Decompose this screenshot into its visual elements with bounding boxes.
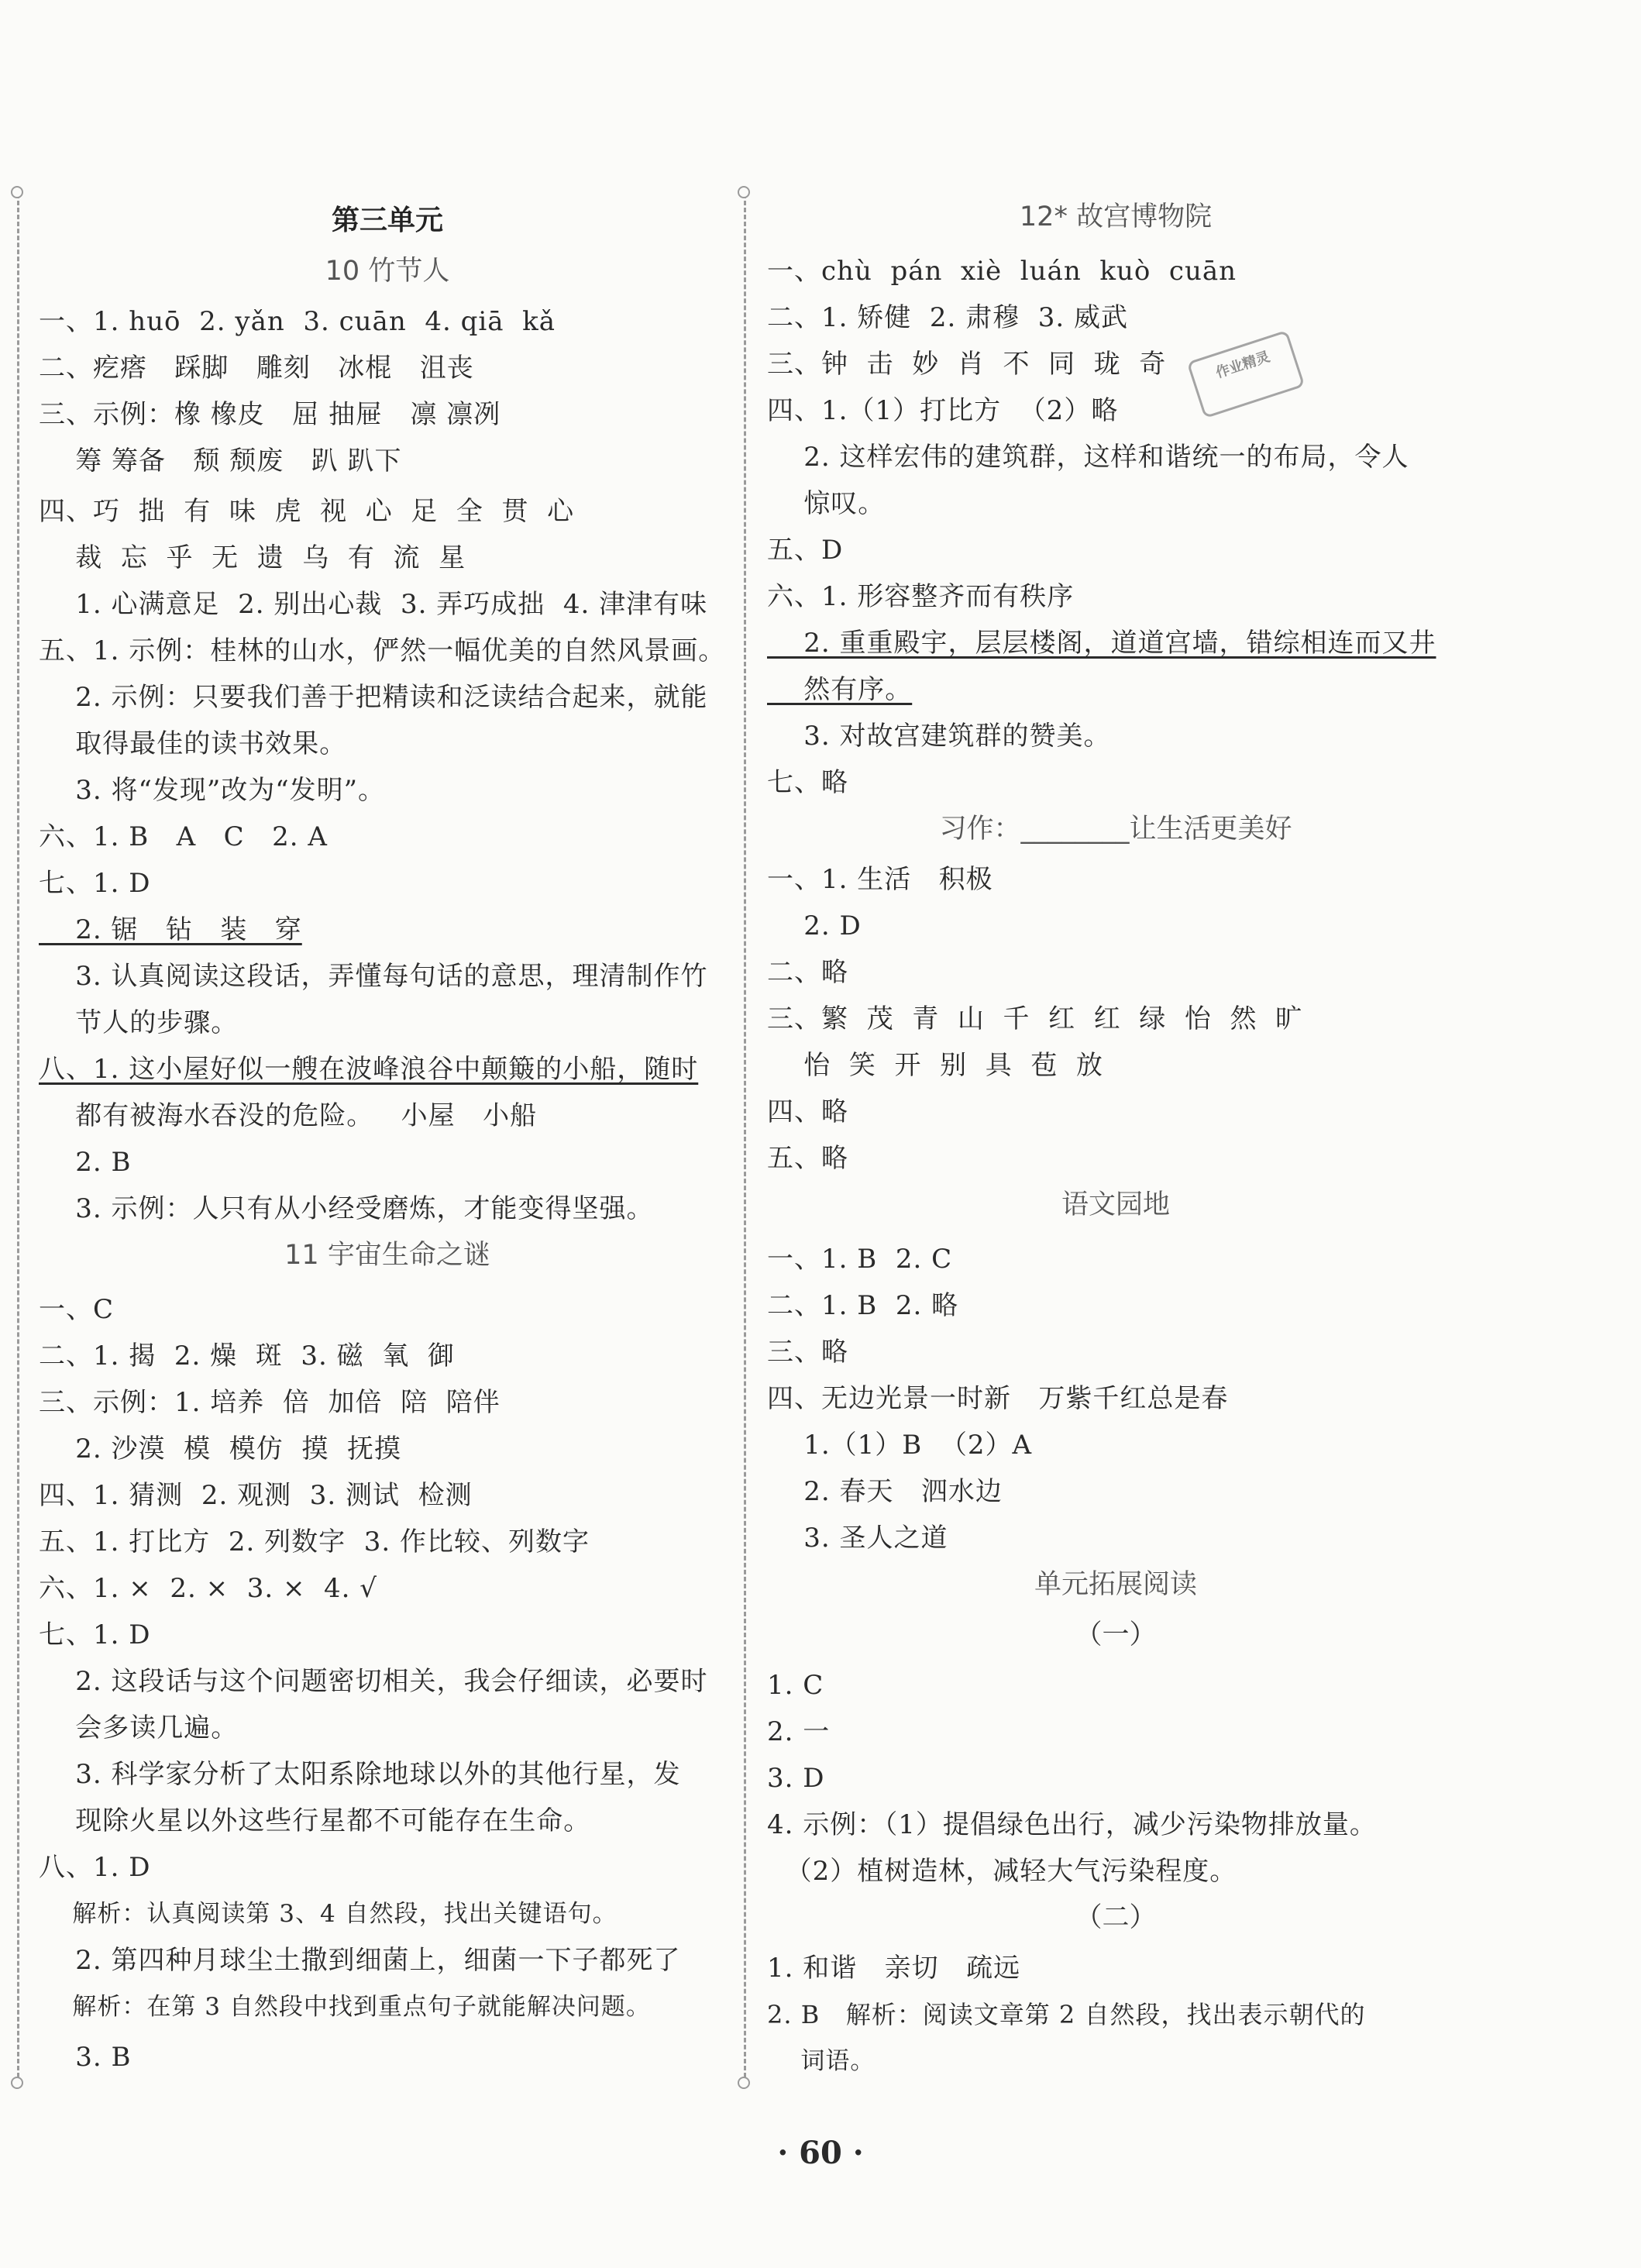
answer-line: 七、1. D — [39, 868, 151, 899]
answer-line: 2. 沙漠 模 模仿 摸 抚摸 — [39, 1433, 401, 1464]
answer-line: 二、1. 矫健 2. 肃穆 3. 威武 — [767, 302, 1128, 333]
answer-line: 3. 将“发现”改为“发明”。 — [39, 775, 386, 806]
answer-line: 三、示例：1. 培养 倍 加倍 陪 陪伴 — [39, 1387, 501, 1418]
answer-line: 四、1.（1）打比方 （2）略 — [767, 395, 1119, 426]
answer-line: 2. 春天 泗水边 — [767, 1476, 1003, 1507]
answer-line: 2. B — [39, 1147, 132, 1178]
answer-line: 五、1. 示例：桂林的山水，俨然一幅优美的自然风景画。 — [39, 635, 726, 666]
answer-line: 2. D — [767, 910, 862, 941]
answer-line: 会多读几遍。 — [39, 1712, 239, 1743]
answer-line: （2）植树造林，减轻大气污染程度。 — [767, 1856, 1237, 1887]
answer-line: 裁 忘 乎 无 遗 乌 有 流 星 — [39, 542, 466, 573]
margin-hole — [738, 186, 750, 198]
answer-line: 六、1. × 2. × 3. × 4. √ — [39, 1573, 377, 1604]
analysis-line: 解析：认真阅读第 3、4 自然段，找出关键语句。 — [39, 1900, 618, 1928]
answer-line: 1.（1）B （2）A — [767, 1430, 1033, 1461]
answer-line: 二、略 — [767, 957, 848, 988]
answer-line: 3. 科学家分析了太阳系除地球以外的其他行星，发 — [39, 1759, 681, 1790]
answer-line: 然有序。 — [767, 674, 913, 705]
answer-line: 二、1. B 2. 略 — [767, 1290, 959, 1321]
answer-line: 3. 认真阅读这段话，弄懂每句话的意思，理清制作竹 — [39, 961, 708, 992]
answer-line: 四、无边光景一时新 万紫千红总是春 — [767, 1383, 1229, 1414]
answer-line: 筹 筹备 颓 颓废 趴 趴下 — [39, 446, 402, 477]
answer-line: 节人的步骤。 — [39, 1007, 239, 1038]
answer-line: 三、示例：橡 橡皮 屈 抽屉 凛 凛冽 — [39, 399, 501, 430]
answer-line: 2. 锯 钻 装 穿 — [39, 914, 302, 945]
lesson-10-title: 10 竹节人 — [325, 256, 450, 287]
page-number: · 60 · — [777, 2135, 864, 2171]
margin-hole — [11, 186, 23, 198]
answer-line: 1. C — [767, 1670, 824, 1701]
answer-line: 取得最佳的读书效果。 — [39, 728, 347, 759]
answer-line: 一、1. B 2. C — [767, 1244, 953, 1275]
answer-line: 现除火星以外这些行星都不可能存在生命。 — [39, 1805, 591, 1836]
answer-line: 1. 心满意足 2. 别出心裁 3. 弄巧成拙 4. 津津有味 — [39, 589, 708, 620]
answer-line: 3. 对故宫建筑群的赞美。 — [767, 721, 1111, 752]
answer-line: 都有被海水吞没的危险。 小屋 小船 — [39, 1100, 538, 1131]
margin-hole — [738, 2077, 750, 2089]
answer-line: 三、钟 击 妙 肖 不 同 珑 奇 — [767, 349, 1167, 380]
answer-line: 2. 第四种月球尘土撒到细菌上，细菌一下子都死了 — [39, 1945, 681, 1976]
answer-line: 3. 示例：人只有从小经受磨炼，才能变得坚强。 — [39, 1193, 654, 1224]
answer-line: 惊叹。 — [767, 488, 886, 519]
answer-line: 2. 这段话与这个问题密切相关，我会仔细读，必要时 — [39, 1666, 708, 1697]
answer-line: 2. B 解析：阅读文章第 2 自然段，找出表示朝代的 — [767, 2000, 1366, 2029]
answer-line: 四、1. 猜测 2. 观测 3. 测试 检测 — [39, 1480, 473, 1511]
watermark-stamp — [1187, 330, 1306, 418]
answer-line: 二、1. 揭 2. 燥 斑 3. 磁 氧 御 — [39, 1340, 455, 1371]
answer-line: 七、1. D — [39, 1619, 151, 1650]
answer-line: 2. 这样宏伟的建筑群，这样和谐统一的布局，令人 — [767, 442, 1409, 473]
answer-line: 六、1. 形容整齐而有秩序 — [767, 581, 1075, 612]
answer-line: 2. 重重殿宇，层层楼阁，道道宫墙，错综相连而又井 — [767, 628, 1436, 659]
right-margin-dashed-line — [744, 194, 746, 2084]
answer-line: 3. B — [39, 2042, 132, 2073]
answer-line: 怡 笑 开 别 具 苞 放 — [767, 1050, 1103, 1081]
answer-line: 七、略 — [767, 767, 848, 798]
chinese-garden-title: 语文园地 — [1061, 1189, 1170, 1220]
answer-line: 一、1. 生活 积极 — [767, 864, 993, 895]
answer-line: 四、巧 拙 有 味 虎 视 心 足 全 贯 心 — [39, 496, 575, 527]
left-margin-dashed-line — [17, 194, 19, 2084]
answer-line: 1. 和谐 亲切 疏远 — [767, 1953, 1021, 1984]
lesson-12-title: 12* 故宫博物院 — [1019, 201, 1213, 232]
section-two-label: （二） — [1075, 1902, 1157, 1933]
answer-line: 3. D — [767, 1763, 825, 1794]
answer-line: 八、1. 这小屋好似一艘在波峰浪谷中颠簸的小船，随时 — [39, 1054, 699, 1085]
answer-line: 3. 圣人之道 — [767, 1523, 948, 1554]
answer-line: 四、略 — [767, 1096, 848, 1127]
answer-line: 词语。 — [767, 2047, 876, 2075]
answer-line: 八、1. D — [39, 1852, 151, 1883]
answer-line: 三、繁 茂 青 山 千 红 红 绿 怡 然 旷 — [767, 1003, 1303, 1034]
answer-line: 2. 一 — [767, 1716, 831, 1747]
answer-line: 一、1. huō 2. yǎn 3. cuān 4. qiā kǎ — [39, 306, 556, 337]
section-one-label: （一） — [1075, 1619, 1157, 1650]
answer-line: 三、略 — [767, 1337, 848, 1368]
lesson-11-title: 11 宇宙生命之谜 — [284, 1240, 490, 1271]
answer-line: 五、略 — [767, 1143, 848, 1174]
analysis-line: 解析：在第 3 自然段中找到重点句子就能解决问题。 — [39, 1993, 651, 2021]
answer-line: 二、疙瘩 踩脚 雕刻 冰棍 沮丧 — [39, 353, 474, 384]
answer-line: 一、C — [39, 1294, 115, 1325]
answer-line: 2. 示例：只要我们善于把精读和泛读结合起来，就能 — [39, 682, 708, 713]
writing-title: 习作：________让生活更美好 — [939, 814, 1292, 845]
answer-line: 五、1. 打比方 2. 列数字 3. 作比较、列数字 — [39, 1526, 590, 1557]
extended-reading-title: 单元拓展阅读 — [1034, 1569, 1197, 1600]
stamp-text: 作业精灵 — [1213, 349, 1272, 382]
answer-line: 六、1. B A C 2. A — [39, 821, 328, 852]
margin-hole — [11, 2077, 23, 2089]
answer-line: 五、D — [767, 535, 844, 566]
answer-line: 一、chù pán xiè luán kuò cuān — [767, 256, 1237, 287]
unit-title: 第三单元 — [331, 205, 443, 236]
answer-line: 4. 示例：（1）提倡绿色出行，减少污染物排放量。 — [767, 1809, 1377, 1840]
